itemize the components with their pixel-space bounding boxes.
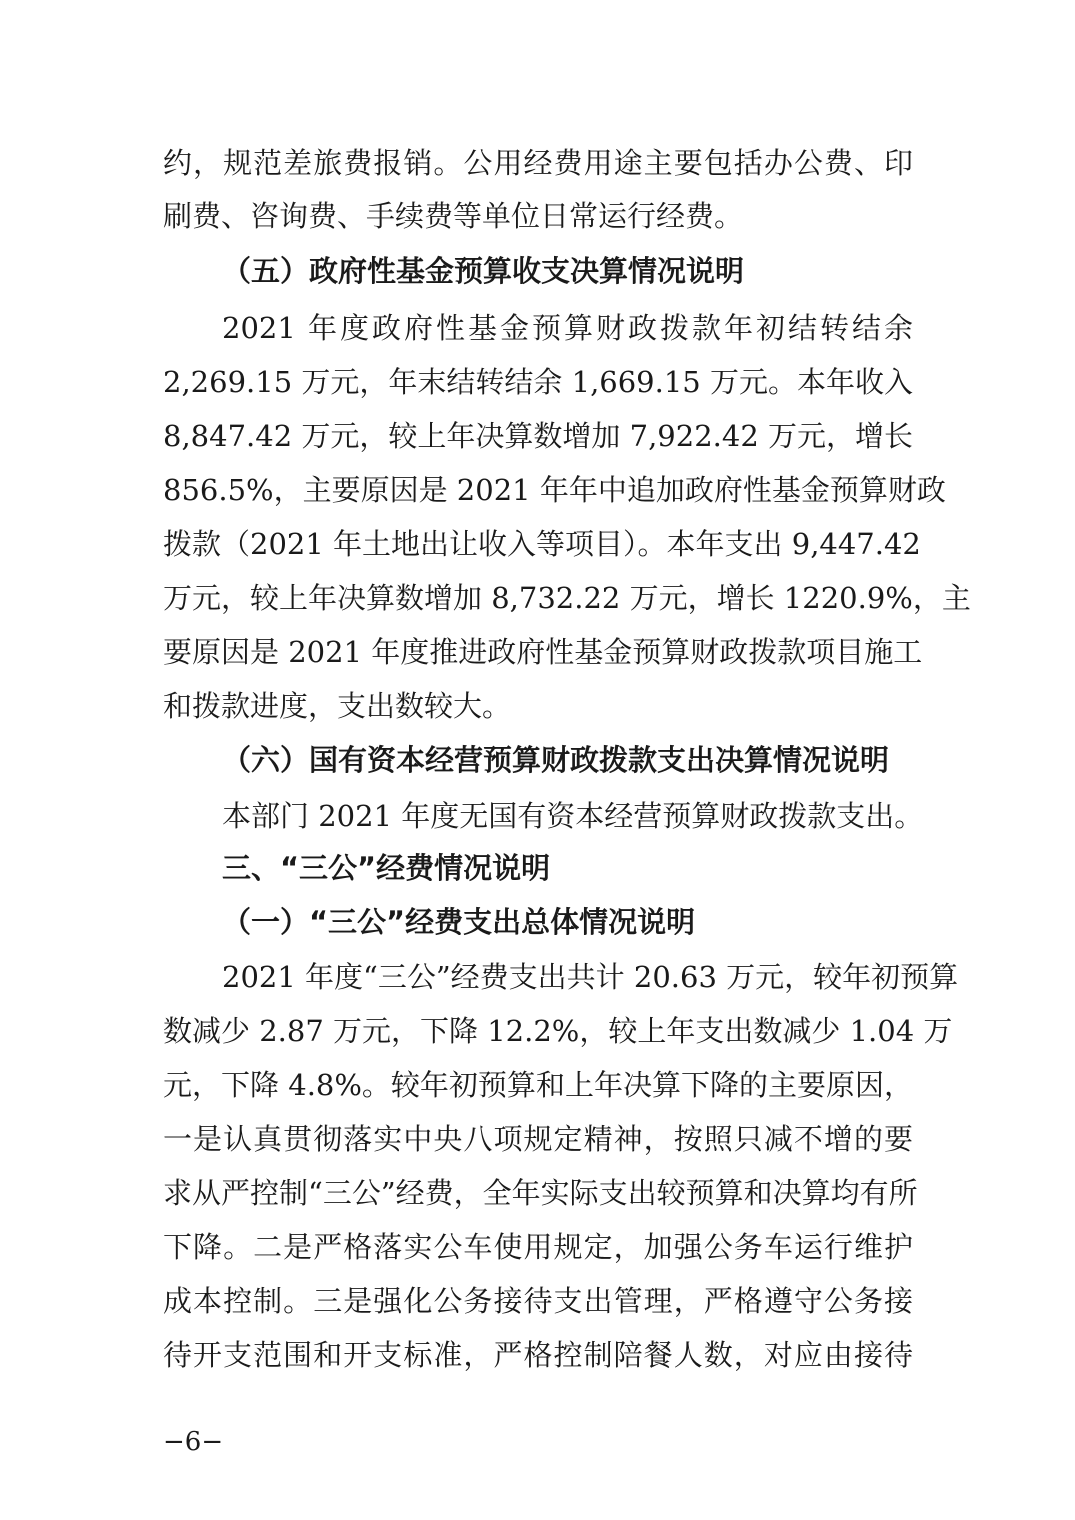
section-heading-5: （五）政府性基金预算收支决算情况说明	[222, 254, 745, 288]
body-line: 万元，较上年决算数增加 8,732.22 万元，增长 1220.9%，主	[163, 581, 971, 615]
body-line: 2021 年度“三公”经费支出共计 20.63 万元，较年初预算	[222, 960, 959, 994]
chapter-heading-3: 三、“三公”经费情况说明	[222, 851, 551, 885]
body-line: 本部门 2021 年度无国有资本经营预算财政拨款支出。	[222, 799, 924, 833]
section-heading-1: （一）“三公”经费支出总体情况说明	[222, 905, 696, 939]
body-line: 要原因是 2021 年度推进政府性基金预算财政拨款项目施工	[163, 635, 923, 669]
section-heading-6: （六）国有资本经营预算财政拨款支出决算情况说明	[222, 743, 890, 777]
body-line: 约，规范差旅费报销。公用经费用途主要包括办公费、印	[163, 146, 913, 180]
body-line: 下降。二是严格落实公车使用规定，加强公务车运行维护	[163, 1230, 913, 1264]
body-line: 待开支范围和开支标准，严格控制陪餐人数，对应由接待	[163, 1338, 913, 1372]
body-line: 2021 年度政府性基金预算财政拨款年初结转结余	[222, 311, 913, 345]
body-line: 和拨款进度，支出数较大。	[163, 689, 512, 723]
body-line: 求从严控制“三公”经费，全年实际支出较预算和决算均有所	[163, 1176, 918, 1210]
body-line: 刷费、咨询费、手续费等单位日常运行经费。	[163, 199, 744, 233]
body-line: 拨款（2021 年土地出让收入等项目）。本年支出 9,447.42	[163, 527, 921, 561]
body-line: 元，下降 4.8%。较年初预算和上年决算下降的主要原因，	[163, 1068, 913, 1102]
body-line: 2,269.15 万元，年末结转结余 1,669.15 万元。本年收入	[163, 365, 913, 399]
body-line: 数减少 2.87 万元，下降 12.2%，较上年支出数减少 1.04 万	[163, 1014, 953, 1048]
body-line: 856.5%，主要原因是 2021 年年中追加政府性基金预算财政	[163, 473, 946, 507]
body-line: 成本控制。三是强化公务接待支出管理，严格遵守公务接	[163, 1284, 913, 1318]
page-number: −6−	[163, 1427, 224, 1457]
body-line: 8,847.42 万元，较上年决算数增加 7,922.42 万元，增长	[163, 419, 913, 453]
body-line: 一是认真贯彻落实中央八项规定精神，按照只减不增的要	[163, 1122, 913, 1156]
